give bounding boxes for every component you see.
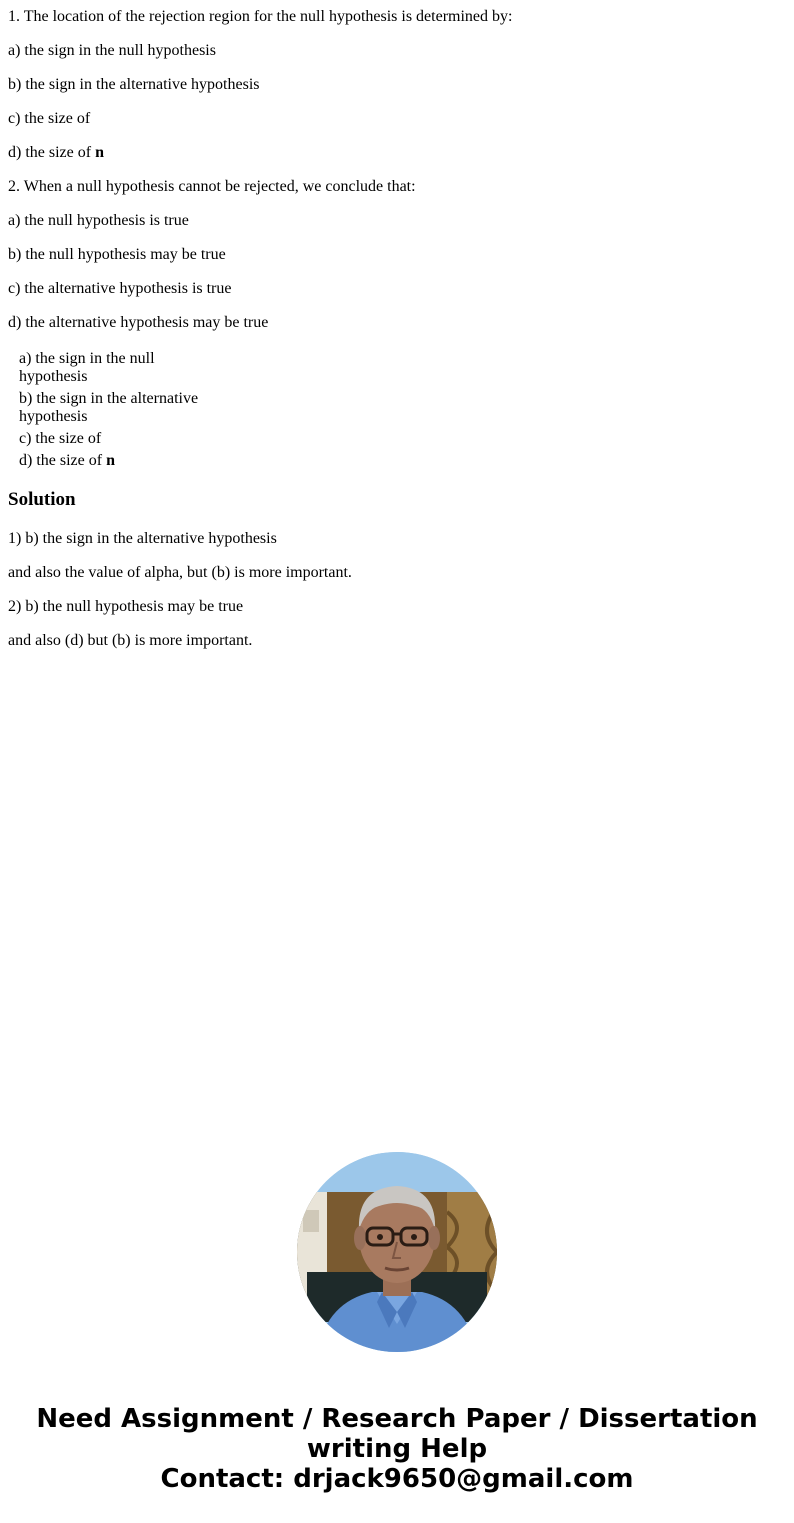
- solution-line-1: 1) b) the sign in the alternative hypothesis: [8, 530, 277, 547]
- question-2-option-a: a) the null hypothesis is true: [8, 212, 189, 229]
- promo-line-2: writing Help: [306, 1434, 488, 1464]
- document-body: [8, 0, 786, 658]
- promo-footer: [0, 1152, 794, 1494]
- solution-heading: Solution: [8, 489, 76, 510]
- options-table: [19, 350, 219, 470]
- author-avatar: [297, 1152, 497, 1352]
- solution-line-4: and also (d) but (b) is more important.: [8, 632, 253, 649]
- solution-line-2: and also the value of alpha, but (b) is more important.: [8, 564, 352, 581]
- question-1-option-d-symbol: n: [95, 144, 104, 161]
- question-1-option-d-text: d) the size of: [8, 144, 96, 161]
- solution-line-3: 2) b) the null hypothesis may be true: [8, 598, 244, 615]
- question-1-option-c: c) the size of: [8, 110, 91, 127]
- question-1-option-d: [8, 136, 786, 170]
- promo-text: [0, 1404, 794, 1494]
- options-table-row-d-symbol: n: [106, 452, 115, 469]
- question-2-option-b: b) the null hypothesis may be true: [8, 246, 226, 263]
- options-table-row-d-text: d) the size of: [19, 452, 107, 469]
- options-table-row-d: [19, 452, 219, 470]
- question-2-option-d: d) the alternative hypothesis may be true: [8, 314, 269, 331]
- question-1-stem: 1. The location of the rejection region for the null hypothesis is determined by:: [8, 8, 513, 25]
- options-table-row-b: b) the sign in the alternative hypothesis: [19, 390, 199, 425]
- question-1-option-a: a) the sign in the null hypothesis: [8, 42, 216, 59]
- question-2-option-c: c) the alternative hypothesis is true: [8, 280, 232, 297]
- question-2-stem: 2. When a null hypothesis cannot be rejected, we conclude that:: [8, 178, 416, 195]
- options-table-row-a: a) the sign in the null hypothesis: [19, 350, 155, 385]
- promo-contact-line: Contact: drjack9650@gmail.com: [160, 1464, 634, 1494]
- promo-line-1: Need Assignment / Research Paper / Dissertation: [36, 1404, 758, 1434]
- author-photo-illustration: [297, 1152, 497, 1352]
- question-1-option-b: b) the sign in the alternative hypothesis: [8, 76, 260, 93]
- options-table-row-c: c) the size of: [19, 430, 102, 447]
